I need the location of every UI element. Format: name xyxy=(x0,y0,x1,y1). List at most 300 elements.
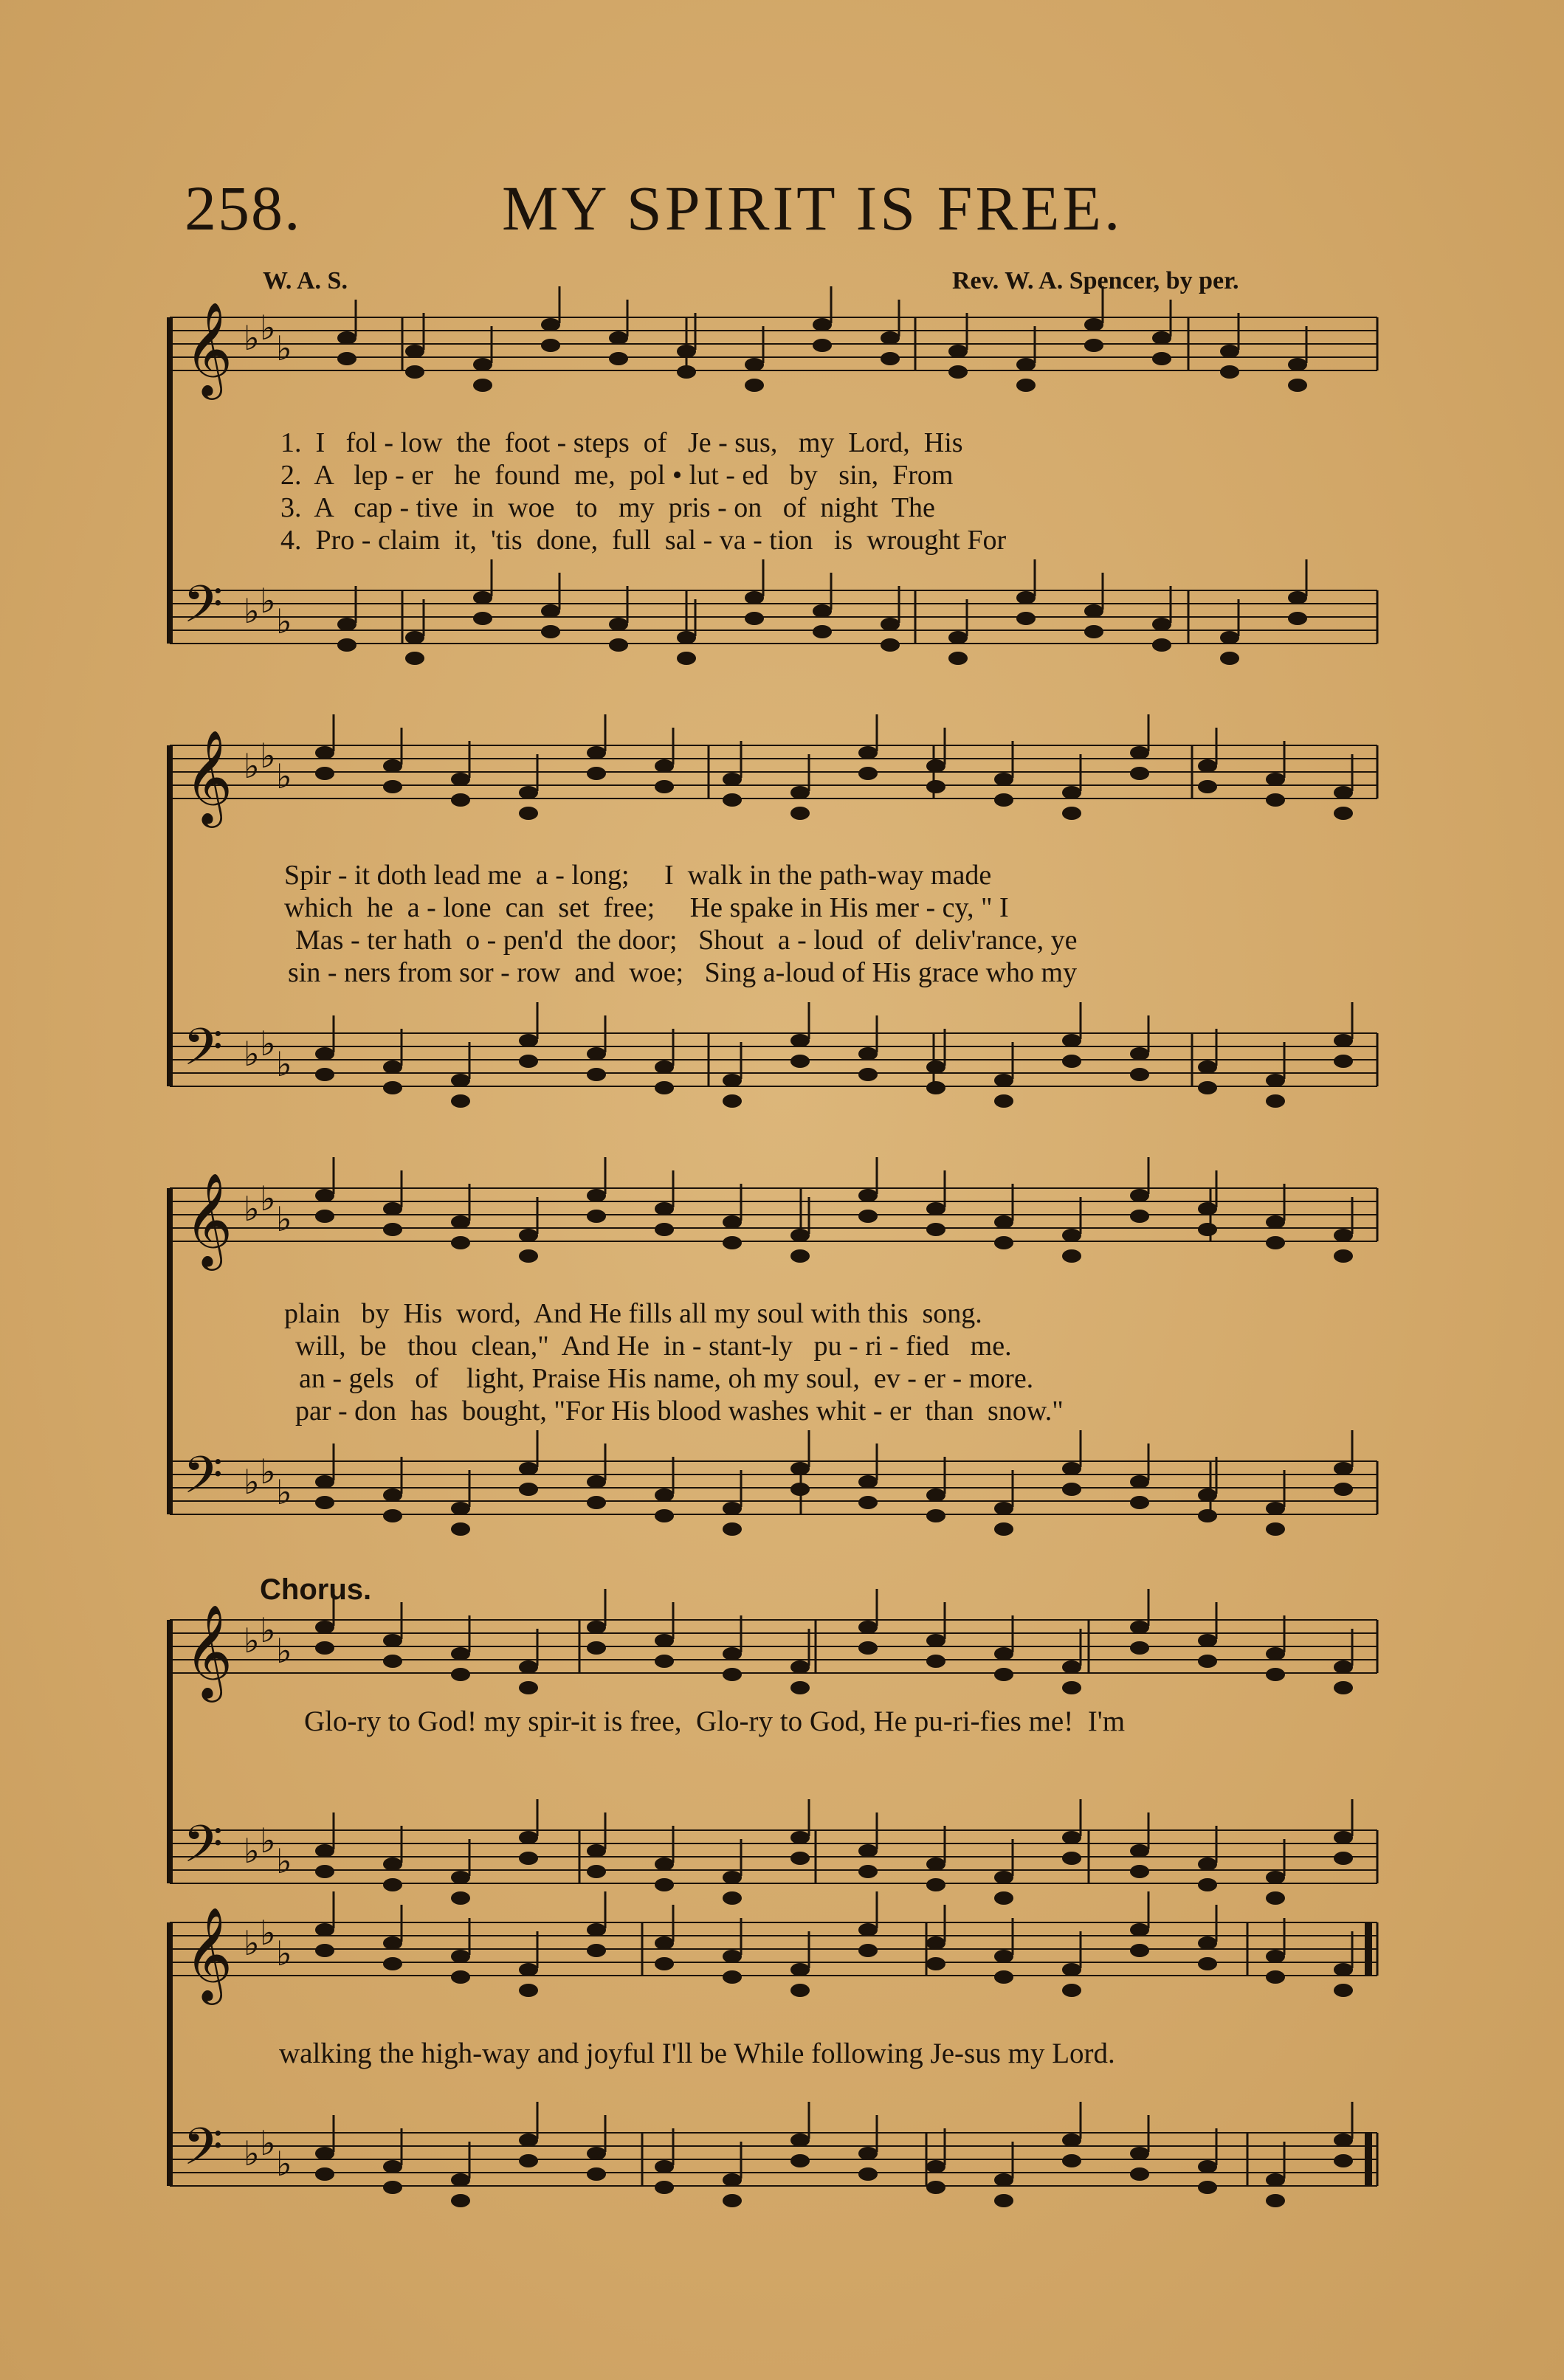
flat-icon: ♭ xyxy=(260,1610,276,1650)
note-head xyxy=(1266,1891,1285,1905)
note-head xyxy=(1062,1984,1081,1997)
note-head xyxy=(451,1074,470,1087)
flat-icon: ♭ xyxy=(276,1472,292,1512)
note-head xyxy=(813,604,832,618)
note-head xyxy=(655,1957,674,1970)
note-head xyxy=(926,1655,945,1668)
note-head xyxy=(994,1522,1013,1536)
note-head xyxy=(587,1047,606,1060)
note-head xyxy=(994,1215,1013,1229)
note-head xyxy=(1334,1462,1353,1475)
note-head xyxy=(723,1970,742,1984)
note-head xyxy=(1334,1055,1353,1068)
note-head xyxy=(1334,1681,1353,1694)
note-head xyxy=(541,625,560,638)
note-head xyxy=(723,1891,742,1905)
note-head xyxy=(1130,1923,1149,1936)
note-head xyxy=(1198,1489,1217,1502)
note-head xyxy=(790,1055,810,1068)
note-head xyxy=(926,1957,945,1970)
note-head xyxy=(519,1963,538,1976)
note-head xyxy=(587,1923,606,1936)
note-head xyxy=(1062,1831,1081,1844)
note-head xyxy=(790,786,810,799)
flat-icon: ♭ xyxy=(260,1024,276,1063)
note-head xyxy=(858,1844,878,1858)
note-head xyxy=(519,1229,538,1242)
note-head xyxy=(723,2194,742,2207)
note-head xyxy=(451,1891,470,1905)
note-head xyxy=(1062,1462,1081,1475)
note-head xyxy=(655,1081,674,1094)
note-head xyxy=(383,1060,402,1074)
bass-clef-icon: 𝄢 xyxy=(183,574,224,646)
lyric-verse-3-line-2: Mas - ter hath o - pen'd the door; Shout a - loud of deliv'rance, ye xyxy=(295,925,1078,956)
note-head xyxy=(926,780,945,793)
note-head xyxy=(858,1944,878,1957)
note-head xyxy=(1062,2134,1081,2147)
note-head xyxy=(451,2173,470,2187)
note-head xyxy=(994,1668,1013,1681)
note-head xyxy=(473,591,492,604)
note-head xyxy=(790,1963,810,1976)
note-head xyxy=(519,1831,538,1844)
note-head xyxy=(383,780,402,793)
flat-icon: ♭ xyxy=(244,2134,260,2173)
words-credit: W. A. S. xyxy=(263,267,348,294)
note-head xyxy=(451,793,470,807)
note-head xyxy=(451,773,470,786)
note-head xyxy=(858,2167,878,2181)
lyric-verse-3-line-1: 3. A cap - tive in woe to my pris - on of night The xyxy=(280,492,935,523)
note-head xyxy=(383,1509,402,1522)
flat-icon: ♭ xyxy=(244,1831,260,1871)
note-head xyxy=(948,631,968,644)
note-head xyxy=(994,1074,1013,1087)
note-head xyxy=(1130,1865,1149,1878)
lyric-chorus-line-2: walking the high-way and joyful I'll be While following Je-sus my Lord. xyxy=(279,2038,1115,2069)
note-head xyxy=(315,746,334,759)
note-head xyxy=(451,1502,470,1515)
note-head xyxy=(994,773,1013,786)
note-head xyxy=(655,1223,674,1236)
note-head xyxy=(587,1865,606,1878)
note-head xyxy=(1266,1094,1285,1108)
note-head xyxy=(337,638,356,652)
flat-icon: ♭ xyxy=(260,2123,276,2163)
note-head xyxy=(926,759,945,773)
note-head xyxy=(677,365,696,379)
note-head xyxy=(655,1202,674,1215)
lyric-verse-4-line-3: par - don has bought, "For His blood washes whit - er than snow." xyxy=(295,1396,1064,1427)
note-head xyxy=(1334,1034,1353,1047)
note-head xyxy=(926,1878,945,1891)
note-head xyxy=(383,1489,402,1502)
note-head xyxy=(587,1475,606,1489)
note-head xyxy=(315,1865,334,1878)
note-head xyxy=(655,1936,674,1950)
bass-clef-icon: 𝄢 xyxy=(183,1017,224,1089)
note-head xyxy=(790,1249,810,1263)
note-head xyxy=(1084,604,1103,618)
note-head xyxy=(1288,358,1307,371)
flat-icon: ♭ xyxy=(276,601,292,641)
note-head xyxy=(587,1641,606,1655)
note-head xyxy=(723,1236,742,1249)
note-head xyxy=(1016,591,1036,604)
note-head xyxy=(315,767,334,780)
note-head xyxy=(994,1871,1013,1884)
note-head xyxy=(1130,1621,1149,1634)
note-head xyxy=(1266,793,1285,807)
lyric-verse-2-line-2: which he a - lone can set free; He spake in His mer - cy, " I xyxy=(284,892,1009,923)
note-head xyxy=(1198,2160,1217,2173)
lyric-verse-4-line-2: sin - ners from sor - row and woe; Sing a-loud of His grace who my xyxy=(288,957,1078,988)
flat-icon: ♭ xyxy=(276,1631,292,1671)
lyric-verse-1-line-2: Spir - it doth lead me a - long; I walk in the path-way made xyxy=(284,860,992,891)
note-head xyxy=(315,2147,334,2160)
note-head xyxy=(587,2147,606,2160)
note-head xyxy=(383,1634,402,1647)
note-head xyxy=(994,793,1013,807)
flat-icon: ♭ xyxy=(244,1034,260,1074)
note-head xyxy=(1334,786,1353,799)
note-head xyxy=(315,1047,334,1060)
note-head xyxy=(1266,1950,1285,1963)
flat-icon: ♭ xyxy=(260,1179,276,1218)
note-head xyxy=(858,1210,878,1223)
note-head xyxy=(1334,1249,1353,1263)
note-head xyxy=(994,2194,1013,2207)
note-head xyxy=(473,358,492,371)
note-head xyxy=(723,1950,742,1963)
flat-icon: ♭ xyxy=(260,736,276,776)
note-head xyxy=(383,759,402,773)
note-head xyxy=(405,365,424,379)
note-head xyxy=(677,652,696,665)
note-head xyxy=(926,1634,945,1647)
note-head xyxy=(1266,1236,1285,1249)
flat-icon: ♭ xyxy=(260,1452,276,1491)
note-head xyxy=(1016,379,1036,392)
note-head xyxy=(1266,2173,1285,2187)
note-head xyxy=(519,1681,538,1694)
note-head xyxy=(926,2181,945,2194)
note-head xyxy=(315,1641,334,1655)
note-head xyxy=(1062,807,1081,820)
note-head xyxy=(587,1189,606,1202)
note-head xyxy=(1062,786,1081,799)
lyric-chorus-line-1: Glo-ry to God! my spir-it is free, Glo-ry to God, He pu-ri-fies me! I'm xyxy=(304,1705,1126,1737)
note-head xyxy=(451,1094,470,1108)
note-head xyxy=(1016,612,1036,625)
note-head xyxy=(1062,1055,1081,1068)
note-head xyxy=(1266,2194,1285,2207)
note-head xyxy=(1198,1957,1217,1970)
treble-clef-icon: 𝄞 xyxy=(185,1906,233,2001)
note-head xyxy=(813,625,832,638)
flat-icon: ♭ xyxy=(276,1934,292,1973)
note-head xyxy=(723,1871,742,1884)
note-head xyxy=(858,1047,878,1060)
flat-icon: ♭ xyxy=(276,1044,292,1084)
note-head xyxy=(1130,1496,1149,1509)
note-head xyxy=(1152,618,1171,631)
note-head xyxy=(383,1655,402,1668)
lyric-verse-2-line-3: will, be thou clean," And He in - stant-ly pu - ri - fied me. xyxy=(295,1331,1012,1362)
note-head xyxy=(858,1865,878,1878)
note-head xyxy=(519,2154,538,2167)
note-head xyxy=(1084,339,1103,352)
note-head xyxy=(383,1957,402,1970)
note-head xyxy=(994,1094,1013,1108)
flat-icon: ♭ xyxy=(276,328,292,368)
note-head xyxy=(451,1215,470,1229)
note-head xyxy=(451,1236,470,1249)
note-head xyxy=(1130,767,1149,780)
note-head xyxy=(881,618,900,631)
note-head xyxy=(1266,1871,1285,1884)
note-head xyxy=(790,1229,810,1242)
note-head xyxy=(723,1502,742,1515)
lyric-verse-1-line-3: plain by His word, And He fills all my soul with this song. xyxy=(284,1298,982,1329)
music-credit: Rev. W. A. Spencer, by per. xyxy=(952,267,1239,294)
note-head xyxy=(1266,773,1285,786)
note-head xyxy=(1220,652,1239,665)
note-head xyxy=(587,746,606,759)
note-head xyxy=(858,1621,878,1634)
note-head xyxy=(858,1068,878,1081)
note-head xyxy=(315,1210,334,1223)
flat-icon: ♭ xyxy=(244,1923,260,1963)
note-head xyxy=(790,1831,810,1844)
note-head xyxy=(813,339,832,352)
note-head xyxy=(948,365,968,379)
note-head xyxy=(1198,1509,1217,1522)
note-head xyxy=(790,1852,810,1865)
note-head xyxy=(1266,1502,1285,1515)
note-head xyxy=(587,1210,606,1223)
note-head xyxy=(858,1641,878,1655)
note-head xyxy=(519,1055,538,1068)
note-head xyxy=(926,1489,945,1502)
note-head xyxy=(1130,1047,1149,1060)
note-head xyxy=(994,1970,1013,1984)
note-head xyxy=(723,1522,742,1536)
note-head xyxy=(1198,1223,1217,1236)
note-head xyxy=(587,1621,606,1634)
note-head xyxy=(1220,365,1239,379)
note-head xyxy=(473,612,492,625)
note-head xyxy=(1130,1844,1149,1858)
note-head xyxy=(655,759,674,773)
note-head xyxy=(405,652,424,665)
note-head xyxy=(315,1189,334,1202)
note-head xyxy=(383,1858,402,1871)
note-head xyxy=(587,1496,606,1509)
note-head xyxy=(1334,1984,1353,1997)
note-head xyxy=(609,331,628,345)
note-head xyxy=(609,618,628,631)
note-head xyxy=(1266,1647,1285,1660)
note-head xyxy=(473,379,492,392)
note-head xyxy=(315,1923,334,1936)
note-head xyxy=(655,1878,674,1891)
note-head xyxy=(1130,1475,1149,1489)
note-head xyxy=(383,1202,402,1215)
note-head xyxy=(858,2147,878,2160)
note-head xyxy=(519,2134,538,2147)
note-head xyxy=(1334,1660,1353,1674)
treble-clef-icon: 𝄞 xyxy=(185,1172,233,1266)
note-head xyxy=(1016,358,1036,371)
note-head xyxy=(1220,631,1239,644)
note-head xyxy=(790,1681,810,1694)
flat-icon: ♭ xyxy=(260,308,276,348)
note-head xyxy=(790,1483,810,1496)
note-head xyxy=(723,1215,742,1229)
note-head xyxy=(1266,1215,1285,1229)
note-head xyxy=(994,1647,1013,1660)
note-head xyxy=(881,638,900,652)
note-head xyxy=(994,1891,1013,1905)
note-head xyxy=(1152,331,1171,345)
note-head xyxy=(723,1647,742,1660)
note-head xyxy=(1198,1878,1217,1891)
note-head xyxy=(1062,1660,1081,1674)
note-head xyxy=(1334,1229,1353,1242)
note-head xyxy=(723,1668,742,1681)
note-head xyxy=(994,1950,1013,1963)
note-head xyxy=(1198,780,1217,793)
note-head xyxy=(723,2173,742,2187)
lyric-verse-4-line-1: 4. Pro - claim it, 'tis done, full sal - va - tion is wrought For xyxy=(280,525,1007,556)
flat-icon: ♭ xyxy=(276,1841,292,1881)
note-head xyxy=(926,1858,945,1871)
note-head xyxy=(519,1852,538,1865)
note-head xyxy=(655,1489,674,1502)
note-head xyxy=(383,2160,402,2173)
flat-icon: ♭ xyxy=(244,746,260,786)
flat-icon: ♭ xyxy=(276,2144,292,2184)
note-head xyxy=(315,1068,334,1081)
note-head xyxy=(1084,625,1103,638)
note-head xyxy=(677,345,696,358)
note-head xyxy=(451,1970,470,1984)
note-head xyxy=(926,1060,945,1074)
note-head xyxy=(519,1483,538,1496)
note-head xyxy=(315,1496,334,1509)
lyric-verse-3-line-3: an - gels of light, Praise His name, oh my soul, ev - er - more. xyxy=(299,1363,1034,1394)
note-head xyxy=(587,1944,606,1957)
note-head xyxy=(337,618,356,631)
note-head xyxy=(1288,591,1307,604)
note-head xyxy=(1334,1831,1353,1844)
note-head xyxy=(881,352,900,365)
flat-icon: ♭ xyxy=(244,318,260,358)
note-head xyxy=(858,1189,878,1202)
note-head xyxy=(655,1509,674,1522)
note-head xyxy=(790,1984,810,1997)
note-head xyxy=(926,1081,945,1094)
note-head xyxy=(655,1060,674,1074)
flat-icon: ♭ xyxy=(244,591,260,631)
flat-icon: ♭ xyxy=(244,1462,260,1502)
note-head xyxy=(1062,2154,1081,2167)
note-head xyxy=(1266,1522,1285,1536)
note-head xyxy=(587,1844,606,1858)
note-head xyxy=(587,1068,606,1081)
note-head xyxy=(655,1634,674,1647)
note-head xyxy=(881,331,900,345)
note-head xyxy=(790,807,810,820)
note-head xyxy=(519,1462,538,1475)
note-head xyxy=(994,2173,1013,2187)
note-head xyxy=(1130,1189,1149,1202)
note-head xyxy=(745,591,764,604)
note-head xyxy=(315,2167,334,2181)
note-head xyxy=(609,638,628,652)
note-head xyxy=(858,1923,878,1936)
note-head xyxy=(948,345,968,358)
note-head xyxy=(1334,2134,1353,2147)
flat-icon: ♭ xyxy=(244,1189,260,1229)
note-head xyxy=(926,1202,945,1215)
note-head xyxy=(1062,1249,1081,1263)
note-head xyxy=(1334,1963,1353,1976)
note-head xyxy=(609,352,628,365)
bass-clef-icon: 𝄢 xyxy=(183,1445,224,1517)
flat-icon: ♭ xyxy=(260,581,276,621)
lyric-verse-1-line-1: 1. I fol - low the foot - steps of Je - sus, my Lord, His xyxy=(280,427,963,458)
note-head xyxy=(723,1094,742,1108)
note-head xyxy=(405,631,424,644)
note-head xyxy=(1266,1074,1285,1087)
lyric-verse-2-line-1: 2. A lep - er he found me, pol • lut - ed by sin, From xyxy=(280,460,954,491)
note-head xyxy=(451,1647,470,1660)
flat-icon: ♭ xyxy=(276,1199,292,1239)
note-head xyxy=(1288,379,1307,392)
note-head xyxy=(813,318,832,331)
note-head xyxy=(451,2194,470,2207)
note-head xyxy=(1130,1210,1149,1223)
note-head xyxy=(1334,807,1353,820)
flat-icon: ♭ xyxy=(244,1621,260,1660)
note-head xyxy=(1130,1068,1149,1081)
note-head xyxy=(315,1844,334,1858)
note-head xyxy=(1198,1060,1217,1074)
note-head xyxy=(994,1502,1013,1515)
note-head xyxy=(1266,1970,1285,1984)
chorus-label: Chorus. xyxy=(260,1573,372,1606)
flat-icon: ♭ xyxy=(276,756,292,796)
bass-clef-icon: 𝄢 xyxy=(183,2117,224,2189)
note-head xyxy=(790,1034,810,1047)
note-head xyxy=(541,604,560,618)
treble-clef-icon: 𝄞 xyxy=(185,729,233,824)
note-head xyxy=(723,773,742,786)
note-head xyxy=(1198,2181,1217,2194)
note-head xyxy=(723,1074,742,1087)
note-head xyxy=(858,767,878,780)
note-head xyxy=(655,1655,674,1668)
note-head xyxy=(1198,1634,1217,1647)
note-head xyxy=(790,1660,810,1674)
note-head xyxy=(1220,345,1239,358)
note-head xyxy=(994,1236,1013,1249)
note-head xyxy=(451,1950,470,1963)
note-head xyxy=(541,318,560,331)
